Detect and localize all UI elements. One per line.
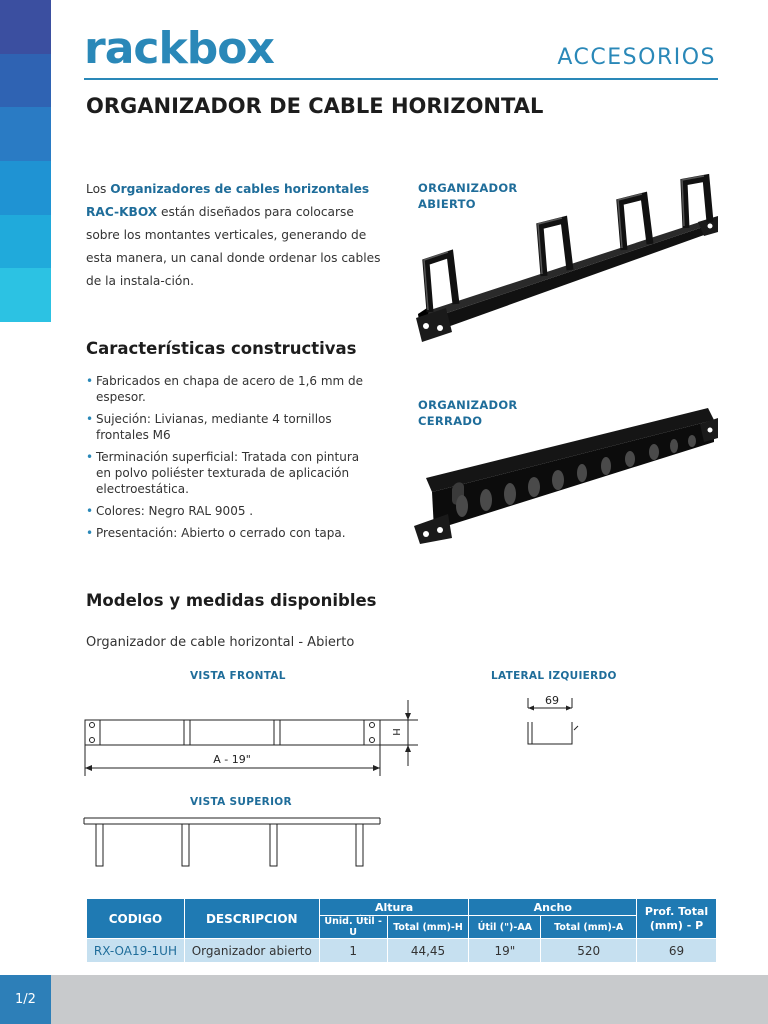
caption-closed-line1: ORGANIZADOR <box>418 398 518 412</box>
caption-open-line1: ORGANIZADOR <box>418 181 518 195</box>
spec-table <box>86 898 717 963</box>
intro-pre: Los <box>86 182 111 196</box>
side-view-drawing <box>520 690 584 750</box>
sidebar-stripes <box>0 0 51 322</box>
view-front-label: VISTA FRONTAL <box>190 670 286 682</box>
front-view-drawing <box>82 698 422 780</box>
col-total-a: Total (mm)-A <box>541 916 637 939</box>
feature-item: • Sujeción: Livianas, mediante 4 tornillos frontales M6 <box>86 412 332 442</box>
col-util-aa: Útil (")-AA <box>469 916 541 939</box>
intro-highlight: Organizadores de cables horizontales RAC-KBOX <box>86 182 370 219</box>
page-title: ORGANIZADOR DE CABLE HORIZONTAL <box>86 94 544 118</box>
open-organizer-photo <box>412 172 718 344</box>
models-subtitle: Organizador de cable horizontal - Abierto <box>86 635 355 650</box>
cell-descripcion: Organizador abierto <box>184 939 319 963</box>
cell-util-aa: 19" <box>469 939 541 963</box>
sidebar-stripe-3 <box>0 107 51 161</box>
bullet-icon: • <box>86 374 94 388</box>
brand-logo <box>84 23 334 74</box>
view-side-label: LATERAL IZQUIERDO <box>491 670 617 682</box>
col-altura: Altura <box>319 899 469 916</box>
section-label: ACCESORIOS <box>557 45 716 70</box>
col-total-h: Total (mm)-H <box>387 916 469 939</box>
cell-total-a: 520 <box>541 939 637 963</box>
header-rule <box>84 78 718 80</box>
feature-item: • Fabricados en chapa de acero de 1,6 mm de espesor. <box>86 374 364 404</box>
models-title: Modelos y medidas disponibles <box>86 591 377 610</box>
intro-post: están diseñados para colocarse sobre los montantes verticales, generando de esta manera, un canal donde ordenar los cables de la instala-ción. <box>86 205 381 288</box>
sidebar-stripe-1 <box>0 0 51 54</box>
col-descripcion: DESCRIPCION <box>184 899 319 939</box>
cell-codigo: RX-OA19-1UH <box>87 939 185 963</box>
footer-page-number: 1/2 <box>0 975 51 1024</box>
table-row <box>87 939 717 963</box>
closed-organizer-photo <box>412 402 718 546</box>
sidebar-stripe-5 <box>0 215 51 269</box>
caption-open-line2: ABIERTO <box>418 197 476 211</box>
bullet-icon: • <box>86 412 94 426</box>
sidebar-stripe-4 <box>0 161 51 215</box>
bullet-icon: • <box>86 526 94 540</box>
col-profundidad <box>637 899 717 939</box>
bullet-icon: • <box>86 450 94 464</box>
cell-unid: 1 <box>319 939 387 963</box>
feature-item: • Presentación: Abierto o cerrado con tapa. <box>86 526 346 540</box>
cell-total-h: 44,45 <box>387 939 469 963</box>
dim-height-label: H <box>390 728 401 736</box>
brand-logo-text: rackbox <box>84 23 274 74</box>
sidebar-stripe-6 <box>0 268 51 322</box>
features-list <box>86 373 376 547</box>
dim-width-label: A - 19" <box>213 753 251 766</box>
footer-bar <box>51 975 768 1024</box>
col-unid-util: Unid. Útil - U <box>319 916 387 939</box>
bullet-icon: • <box>86 504 94 518</box>
table-header-row <box>87 899 717 916</box>
top-view-drawing <box>82 814 382 870</box>
dim-depth-label: 69 <box>545 694 559 707</box>
col-codigo: CODIGO <box>87 899 185 939</box>
feature-item: • Colores: Negro RAL 9005 . <box>86 504 254 518</box>
col-prof-line2: (mm) - P <box>649 918 704 932</box>
col-prof-line1: Prof. Total <box>644 904 709 918</box>
features-title: Características constructivas <box>86 339 357 358</box>
col-ancho: Ancho <box>469 899 637 916</box>
cell-prof: 69 <box>637 939 717 963</box>
view-top-label: VISTA SUPERIOR <box>190 796 292 808</box>
feature-item: • Terminación superficial: Tratada con pintura en polvo poliéster texturada de aplicación electroestática. <box>86 450 360 496</box>
intro-paragraph <box>86 178 390 293</box>
sidebar-stripe-2 <box>0 54 51 108</box>
caption-closed-line2: CERRADO <box>418 414 483 428</box>
